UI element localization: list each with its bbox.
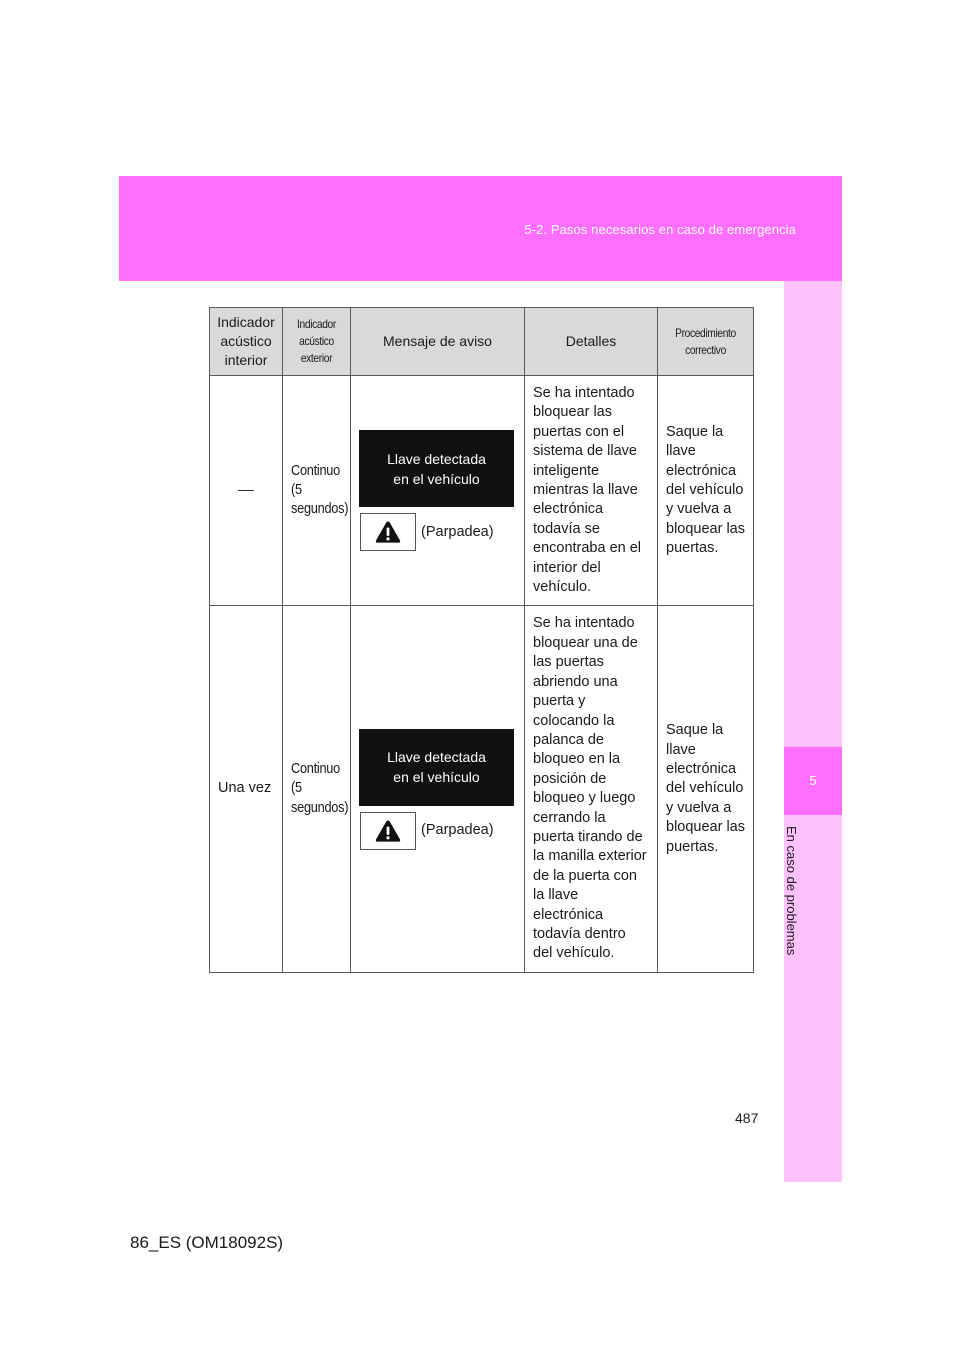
chapter-title xyxy=(786,826,804,976)
interior-buzzer-cell xyxy=(210,376,283,606)
message-cell xyxy=(351,606,525,972)
header-band xyxy=(119,176,842,281)
chapter-title-text: En caso de problemas xyxy=(784,826,799,956)
exterior-buzzer-cell: Continuo (5 segundos) xyxy=(283,376,351,606)
warning-table xyxy=(209,307,754,973)
side-strip xyxy=(784,281,842,1182)
footer-code: 86_ES (OM18092S) xyxy=(130,1233,284,1252)
details-cell: Se ha intentado bloquear una de las puertas abriendo una puerta y colocando la palanca de bloqueo en la posición de bloqueo y luego cerrando la puerta tirando de la manilla exterior de la puerta con la llave electrónica todavía dentro del vehículo. xyxy=(525,606,658,972)
header-exterior: Indicador acústico exterior xyxy=(283,308,351,376)
exterior-buzzer-cell: Continuo (5 segundos) xyxy=(283,606,351,972)
header-message: Mensaje de aviso xyxy=(351,308,525,376)
page-number: 487 xyxy=(735,1110,759,1126)
chapter-tab[interactable] xyxy=(784,747,842,815)
display-screen: Llave detectada en el vehículo xyxy=(359,430,514,507)
header-details: Detalles xyxy=(525,308,658,376)
warning-triangle-icon xyxy=(360,513,416,551)
message-cell xyxy=(351,376,525,606)
header-interior: Indicador acústico interior xyxy=(210,308,283,376)
display-screen: Llave detectada en el vehículo xyxy=(359,729,514,806)
warning-triangle-icon xyxy=(360,812,416,850)
dash-mark xyxy=(238,490,254,491)
header-procedure: Procedimiento correctivo xyxy=(658,308,754,376)
table-row xyxy=(210,606,754,972)
blink-label: (Parpadea) xyxy=(421,523,494,540)
procedure-cell: Saque la llave electrónica del vehículo y vuelva a bloquear las puertas. xyxy=(658,376,754,606)
blink-label: (Parpadea) xyxy=(421,821,494,838)
table-header-row xyxy=(210,308,754,376)
section-title: 5-2. Pasos necesarios en caso de emergencia xyxy=(524,222,796,237)
details-cell: Se ha intentado bloquear las puertas con el sistema de llave inteligente mientras la llave electrónica todavía se encontraba en el interior del vehículo. xyxy=(525,376,658,606)
interior-buzzer-cell: Una vez xyxy=(210,606,283,972)
chapter-number: 5 xyxy=(809,773,817,788)
procedure-cell: Saque la llave electrónica del vehículo y vuelva a bloquear las puertas. xyxy=(658,606,754,972)
table-row xyxy=(210,376,754,606)
